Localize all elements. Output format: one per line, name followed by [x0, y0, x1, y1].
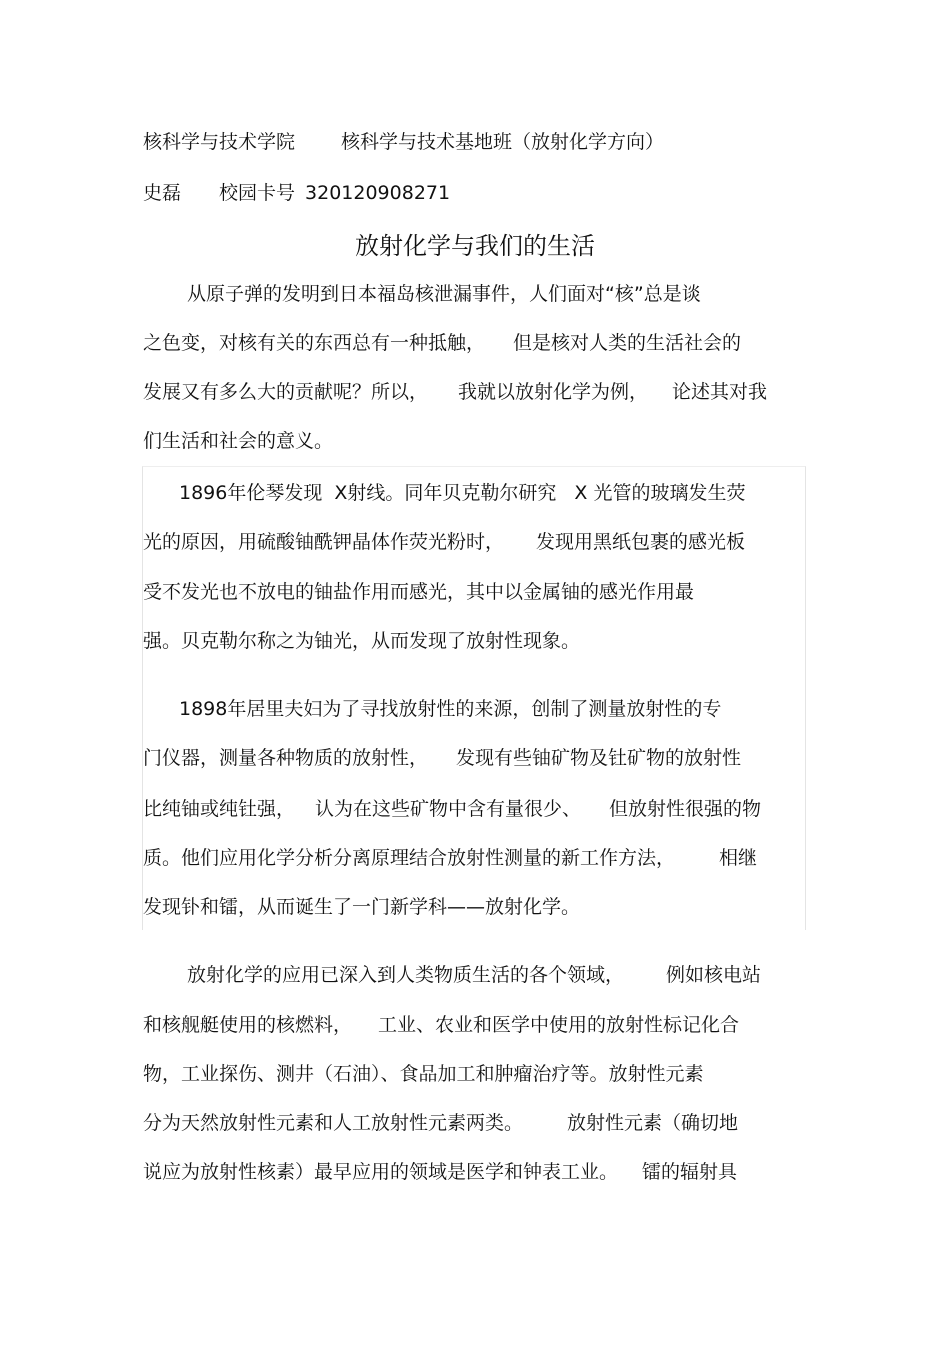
text-span: 认为在这些矿物中含有量很少、: [315, 798, 582, 820]
text-span: 论述其对我: [672, 381, 768, 403]
text-span: 发现用黑纸包裹的感光板: [536, 531, 746, 553]
header-student: [143, 181, 450, 205]
card-label: 校园卡号: [219, 182, 296, 204]
text-span: 之色变，对核有关的东西总有一种抵触，: [143, 332, 486, 354]
text-span: 光的原因，用硫酸铀酰钾晶体作荧光粉时，: [143, 531, 505, 553]
program-name: 核科学与技术基地班（放射化学方向）: [341, 131, 665, 153]
paragraph-3-line-4: [143, 846, 757, 870]
paragraph-3-line-2: [143, 746, 741, 770]
paragraph-4-line-5: [143, 1160, 737, 1184]
paragraph-1-line-1: 从原子弹的发明到日本福岛核泄漏事件，人们面对“核”总是谈: [187, 283, 701, 305]
school-name: 核科学与技术学院: [143, 131, 296, 153]
text-span: 质。他们应用化学分析分离原理结合放射性测量的新工作方法，: [143, 847, 676, 869]
paragraph-2-line-4: 强。贝克勒尔称之为铀光，从而发现了放射性现象。: [143, 630, 581, 652]
paragraph-2-line-1: [179, 481, 745, 505]
text-span: 但放射性很强的物: [609, 798, 762, 820]
text-span: X 光管的玻璃发生荧: [574, 482, 746, 504]
text-span: 相继: [719, 847, 758, 869]
header-affiliation: [143, 130, 664, 154]
paragraph-3-line-3: [143, 797, 761, 821]
text-span: 比纯铀或纯钍强，: [143, 798, 296, 820]
text-span: 但是核对人类的生活社会的: [513, 332, 742, 354]
text-span: 说应为放射性核素）最早应用的领域是医学和钟表工业。: [143, 1161, 619, 1183]
paragraph-4-line-3: 物，工业探伤、测井（石油）、食品加工和肿瘤治疗等。放射性元素: [143, 1063, 704, 1085]
paragraph-4-line-1: [187, 963, 761, 987]
text-span: 镭的辐射具: [642, 1161, 738, 1183]
paragraph-2-line-3: 受不发光也不放电的铀盐作用而感光，其中以金属铀的感光作用最: [143, 581, 695, 603]
paragraph-4-line-4: [143, 1111, 738, 1135]
text-span: 放射性元素（确切地: [567, 1112, 739, 1134]
paragraph-2-line-2: [143, 530, 745, 554]
text-span: 1896年伦琴发现: [179, 482, 323, 504]
text-span: 发展又有多么大的贡献呢？所以，: [143, 381, 429, 403]
card-number: 320120908271: [305, 182, 451, 204]
paragraph-1-line-2: [143, 331, 741, 355]
text-span: 例如核电站: [666, 964, 762, 986]
text-span: 我就以放射化学为例，: [458, 381, 649, 403]
text-span: 放射化学的应用已深入到人类物质生活的各个领域，: [187, 964, 625, 986]
page-title: 放射化学与我们的生活: [355, 232, 595, 260]
paragraph-1-line-4: 们生活和社会的意义。: [143, 430, 334, 452]
text-span: X射线。同年贝克勒尔研究: [334, 482, 557, 504]
paragraph-3-line-1: 1898年居里夫妇为了寻找放射性的来源，创制了测量放射性的专: [179, 698, 722, 720]
text-span: 分为天然放射性元素和人工放射性元素两类。: [143, 1112, 524, 1134]
paragraph-1-line-3: [143, 380, 767, 404]
student-name: 史磊: [143, 182, 182, 204]
text-span: 发现有些铀矿物及钍矿物的放射性: [456, 747, 742, 769]
paragraph-4-line-2: [143, 1013, 739, 1037]
paragraph-3-line-5: 发现钋和镭，从而诞生了一门新学科——放射化学。: [143, 896, 581, 918]
text-span: 工业、农业和医学中使用的放射性标记化合: [378, 1014, 740, 1036]
text-span: 和核舰艇使用的核燃料，: [143, 1014, 353, 1036]
text-span: 门仪器，测量各种物质的放射性，: [143, 747, 429, 769]
